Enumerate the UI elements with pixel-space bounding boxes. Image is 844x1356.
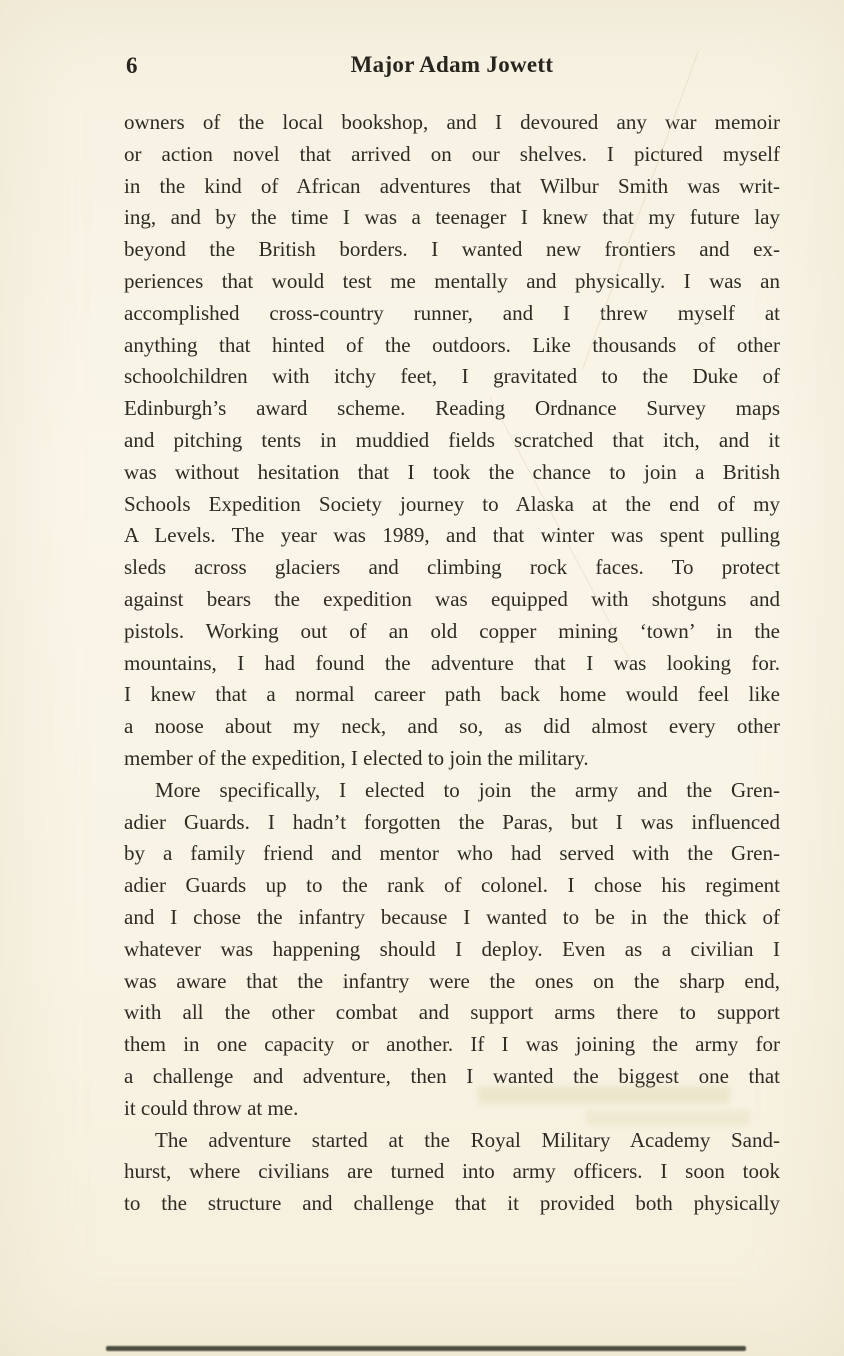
text-line: was without hesitation that I took the chance to join a British [124,459,780,484]
text-line: Schools Expedition Society journey to Alaska at the end of my [124,491,780,516]
text-line: More specifically, I elected to join the army and the Gren- [155,777,780,802]
text-line: a challenge and adventure, then I wanted the biggest one that [124,1063,780,1088]
text-line: a noose about my neck, and so, as did almost every other [124,714,780,739]
text-line: with all the other combat and support arms there to support [124,1000,780,1025]
running-header-title: Major Adam Jowett [350,52,554,77]
text-line: it could throw at me. [124,1095,299,1120]
paragraph [124,775,780,1125]
highlight-showthrough-mark [478,1086,730,1104]
page-header [124,52,780,82]
text-line: to the structure and challenge that it provided both physically [124,1191,780,1216]
paragraph [124,1125,780,1220]
text-line: mountains, I had found the adventure that I was looking for. [124,650,780,675]
text-line: and I chose the infantry because I wanted to be in the thick of [124,904,780,929]
text-line: against bears the expedition was equipped with shotguns and [124,586,780,611]
paragraph [124,107,780,775]
text-line: was aware that the infantry were the ones on the sharp end, [124,968,780,993]
text-line: and pitching tents in muddied fields scratched that itch, and it [124,427,780,452]
text-line: owners of the local bookshop, and I devoured any war memoir [124,110,780,134]
page-bottom-edge-shadow [106,1346,746,1351]
text-line: A Levels. The year was 1989, and that winter was spent pulling [124,523,780,548]
text-line: by a family friend and mentor who had served with the Gren- [124,841,780,866]
highlight-showthrough-mark [586,1110,750,1126]
text-line: The adventure started at the Royal Military Academy Sand- [155,1127,780,1152]
text-line: member of the expedition, I elected to join the military. [124,745,589,770]
page-number: 6 [126,53,138,78]
text-line: accomplished cross-country runner, and I threw myself at [124,300,780,325]
text-line: anything that hinted of the outdoors. Like thousands of other [124,332,780,357]
text-line: beyond the British borders. I wanted new frontiers and ex- [124,237,780,262]
text-line: schoolchildren with itchy feet, I gravitated to the Duke of [124,364,780,389]
text-line: in the kind of African adventures that Wilbur Smith was writ- [124,173,780,198]
text-line: whatever was happening should I deploy. Even as a civilian I [124,936,780,961]
text-line: ing, and by the time I was a teenager I knew that my future lay [124,205,780,230]
text-line: I knew that a normal career path back home would feel like [124,682,780,707]
text-line: adier Guards. I hadn’t forgotten the Paras, but I was influenced [124,809,780,834]
text-line: sleds across glaciers and climbing rock faces. To protect [124,555,780,580]
text-line: adier Guards up to the rank of colonel. I chose his regiment [124,873,780,898]
text-line: them in one capacity or another. If I was joining the army for [124,1032,780,1057]
text-line: pistols. Working out of an old copper mining ‘town’ in the [124,618,780,643]
text-line: or action novel that arrived on our shelves. I pictured myself [124,141,780,166]
text-line: Edinburgh’s award scheme. Reading Ordnance Survey maps [124,396,780,421]
text-line: hurst, where civilians are turned into army officers. I soon took [124,1159,780,1184]
text-block [124,107,780,1220]
text-line: periences that would test me mentally and physically. I was an [124,268,780,293]
